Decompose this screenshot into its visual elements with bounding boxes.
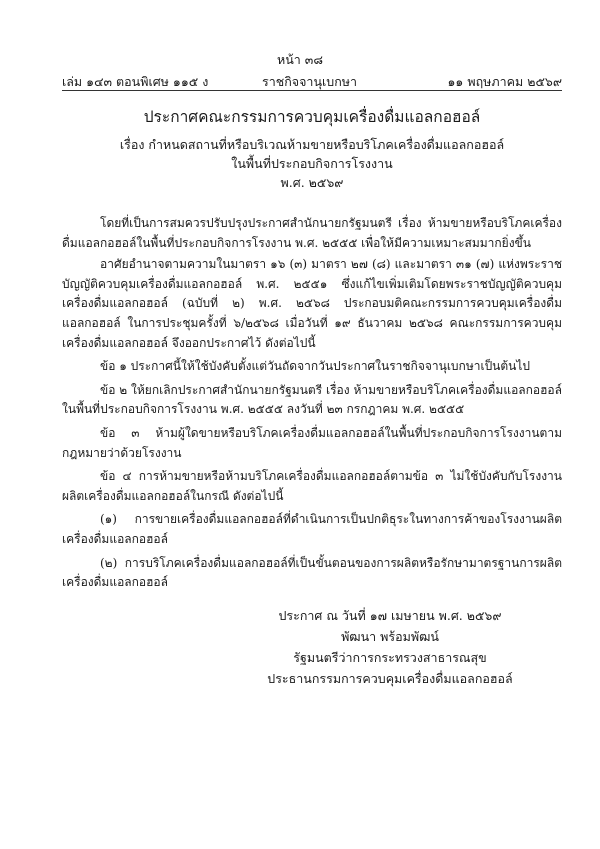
clause-4: ข้อ ๔ การห้ามขายหรือห้ามบริโภคเครื่องดื่มแอลกอฮอล์ตามข้อ ๓ ไม่ใช้บังคับกับโรงงานผลิตเครื่องดื่มแอลกอฮอล์ในกรณี ดังต่อไปนี้	[62, 469, 562, 503]
clause-1: ข้อ ๑ ประกาศนี้ให้ใช้บังคับตั้งแต่วันถัดจากวันประกาศในราชกิจจานุเบกษาเป็นต้นไป	[100, 359, 531, 374]
announcement-body	[62, 214, 562, 595]
signatory-name: พัฒนา พร้อมพัฒน์	[341, 629, 439, 644]
page-number: หน้า ๓๘	[277, 52, 323, 67]
announcement-title: ประกาศคณะกรรมการควบคุมเครื่องดื่มแอลกอฮอล์	[143, 108, 481, 126]
subject-line-1: เรื่อง กำหนดสถานที่หรือบริเวณห้ามขายหรือบริโภคเครื่องดื่มแอลกอฮอล์	[119, 137, 505, 152]
preamble-paragraph: โดยที่เป็นการสมควรปรับปรุงประกาศสำนักนายกรัฐมนตรี เรื่อง ห้ามขายหรือบริโภคเครื่องดื่มแอลกอฮอล์ในพื้นที่ประกอบกิจการโรงงาน พ.ศ. ๒๕๕๕ เพื่อให้มีความเหมาะสมมากยิ่งขึ้น	[62, 216, 562, 250]
authority-paragraph: อาศัยอำนาจตามความในมาตรา ๑๖ (๓) มาตรา ๒๗ (๘) และมาตรา ๓๑ (๗) แห่งพระราชบัญญัติควบคุมเครื่องดื่มแอลกอฮอล์ พ.ศ. ๒๕๕๑ ซึ่งแก้ไขเพิ่มเติมโดยพระราชบัญญัติควบคุมเครื่องดื่มแอลกอฮอล์ (ฉบับที่ ๒) พ.ศ. ๒๕๖๘ ประกอบมติคณะกรรมการควบคุมเครื่องดื่มแอลกอฮอล์ ในการประชุมครั้งที่ ๖/๒๕๖๘ เมื่อวันที่ ๑๙ ธันวาคม ๒๕๖๘ คณะกรรมการควบคุมเครื่องดื่มแอลกอฮอล์ จึงออกประกาศไว้ ดังต่อไปนี้	[62, 257, 562, 350]
signatory-position-2: ประธานกรรมการควบคุมเครื่องดื่มแอลกอฮอล์	[267, 671, 513, 686]
clause-3: ข้อ ๓ ห้ามผู้ใดขายหรือบริโภคเครื่องดื่มแอลกอฮอล์ในพื้นที่ประกอบกิจการโรงงานตามกฎหมายว่าด้วยโรงงาน	[62, 425, 562, 460]
gazette-date: ๑๑ พฤษภาคม ๒๕๖๙	[447, 74, 562, 89]
signature-block	[220, 605, 560, 689]
header-divider	[62, 90, 562, 91]
volume-issue: เล่ม ๑๔๓ ตอนพิเศษ ๑๑๕ ง	[62, 74, 209, 89]
announcement-date: ประกาศ ณ วันที่ ๑๗ เมษายน พ.ศ. ๒๕๖๙	[278, 608, 502, 623]
announcement-title-block	[62, 104, 562, 192]
clause-4-item-2: (๒) การบริโภคเครื่องดื่มแอลกอฮอล์ที่เป็นขั้นตอนของการผลิตหรือรักษามาตรฐานการผลิตเครื่องดื่มแอลกอฮอล์	[62, 555, 562, 590]
clause-4-item-1: (๑) การขายเครื่องดื่มแอลกอฮอล์ที่ดำเนินการเป็นปกติธุระในทางการค้าของโรงงานผลิตเครื่องดื่มแอลกอฮอล์	[62, 512, 562, 546]
gazette-name: ราชกิจจานุเบกษา	[262, 74, 358, 89]
clause-2: ข้อ ๒ ให้ยกเลิกประกาศสำนักนายกรัฐมนตรี เรื่อง ห้ามขายหรือบริโภคเครื่องดื่มแอลกอฮอล์ในพื้นที่ประกอบกิจการโรงงาน พ.ศ. ๒๕๕๕ ลงวันที่ ๒๓ กรกฎาคม พ.ศ. ๒๕๕๕	[62, 382, 562, 417]
subject-line-2: ในพื้นที่ประกอบกิจการโรงงาน	[231, 156, 393, 171]
signatory-position-1: รัฐมนตรีว่าการกระทรวงสาธารณสุข	[293, 650, 487, 665]
announcement-year: พ.ศ. ๒๕๖๙	[280, 175, 344, 190]
